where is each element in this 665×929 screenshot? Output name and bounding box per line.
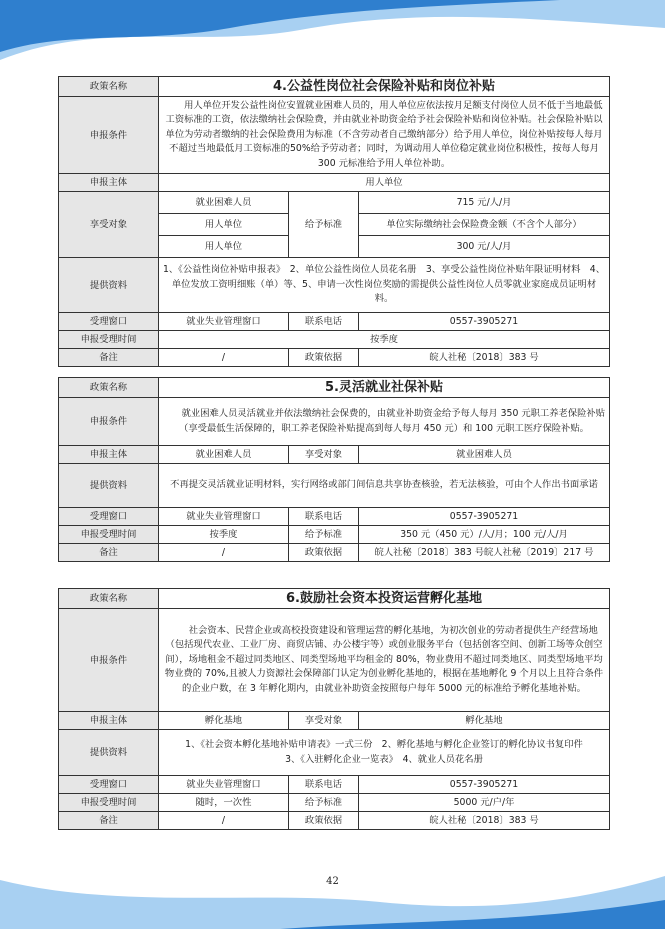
subject-label: 申报主体 — [59, 174, 159, 192]
time-label: 申报受理时间 — [59, 794, 159, 812]
conditions-text: 就业困难人员灵活就业并依法缴纳社会保费的，由就业补助资金给予每人每月 350 元职工养老保险补贴（享受最低生活保障的，职工养老保险补贴提高到每人每月 450 元）和 100 元职工医疗保险补贴。 — [159, 398, 610, 446]
policy-table-5 — [58, 377, 610, 562]
conditions-text: 社会资本、民营企业或高校投资建设和管理运营的孵化基地，为初次创业的劳动者提供生产经营场地（包括现代农业、工业厂房、商贸店铺、办公楼宇等）或创业服务平台（包括创客空间、创新工场等众创空间），场地租金不超过同类地区、同类型场地平均租金的 80%，物业费用不超过同类地区、同类型场地平均物业费的 70%,且被人力资源社会保障部门认定为创业孵化基地的，根据在基地孵化 9 个月以上且符合条件的企业户数，在 3 年孵化期内，由就业补助资金按照每户每年 5000 元的标准给予孵化基地补贴。 — [159, 609, 610, 712]
standard-value: 300 元/人/月 — [359, 236, 610, 258]
window-value: 就业失业管理窗口 — [159, 776, 289, 794]
phone-value: 0557-3905271 — [359, 776, 610, 794]
phone-value: 0557-3905271 — [359, 508, 610, 526]
target-label: 享受对象 — [59, 192, 159, 258]
phone-label: 联系电话 — [289, 776, 359, 794]
conditions-text: 用人单位开发公益性岗位安置就业困难人员的，用人单位应依法按月足额支付岗位人员不低于当地最低工资标准的工资，依法缴纳社会保险费，并由就业补助资金给予社会保险补贴和岗位补贴。社会保险补贴以单位为劳动者缴纳的社会保险费用为标准（不含劳动者自己缴纳部分）给予用人单位，岗位补贴按每人每月不超过当地最低月工资标准的50%给予劳动者；同时，为调动用人单位稳定就业岗位积极性，按每人每月 300 元标准给予用人单位补助。 — [159, 97, 610, 174]
standard-value: 715 元/人/月 — [359, 192, 610, 214]
target-value: 就业困难人员 — [359, 446, 610, 464]
standard-label: 给予标准 — [289, 526, 359, 544]
standard-value: 350 元（450 元）/人/月；100 元/人/月 — [359, 526, 610, 544]
target-value: 用人单位 — [159, 236, 289, 258]
time-value: 按季度 — [159, 526, 289, 544]
materials-label: 提供资料 — [59, 258, 159, 313]
policy-name-label: 政策名称 — [59, 589, 159, 609]
target-value: 就业困难人员 — [159, 192, 289, 214]
window-value: 就业失业管理窗口 — [159, 313, 289, 331]
basis-label: 政策依据 — [289, 544, 359, 562]
note-label: 备注 — [59, 544, 159, 562]
subject-label: 申报主体 — [59, 712, 159, 730]
conditions-label: 申报条件 — [59, 97, 159, 174]
note-value: / — [159, 544, 289, 562]
page-number: 42 — [326, 876, 339, 887]
target-label: 享受对象 — [289, 712, 359, 730]
basis-value: 皖人社秘〔2018〕383 号 — [359, 812, 610, 830]
window-label: 受理窗口 — [59, 508, 159, 526]
materials-label: 提供资料 — [59, 464, 159, 508]
time-value: 按季度 — [159, 331, 610, 349]
policy-title: 5.灵活就业社保补贴 — [159, 378, 610, 398]
note-label: 备注 — [59, 812, 159, 830]
materials-text: 不再提交灵活就业证明材料，实行网络或部门间信息共享协查核验，若无法核验，可由个人作出书面承诺 — [159, 464, 610, 508]
basis-label: 政策依据 — [289, 812, 359, 830]
materials-text: 1、《公益性岗位补贴申报表》 2、单位公益性岗位人员花名册 3、享受公益性岗位补贴年限证明材料 4、单位发放工资明细账（单）等、5、申请一次性岗位奖励的需提供公益性岗位人员零就业家庭成员证明材料。 — [159, 258, 610, 313]
policy-name-label: 政策名称 — [59, 77, 159, 97]
subject-value: 孵化基地 — [159, 712, 289, 730]
phone-label: 联系电话 — [289, 508, 359, 526]
policy-name-label: 政策名称 — [59, 378, 159, 398]
target-label: 享受对象 — [289, 446, 359, 464]
basis-value: 皖人社秘〔2018〕383 号 — [359, 349, 610, 367]
standard-label: 给予标准 — [289, 794, 359, 812]
conditions-label: 申报条件 — [59, 609, 159, 712]
policy-title: 6.鼓励社会资本投资运营孵化基地 — [159, 589, 610, 609]
time-value: 随时，一次性 — [159, 794, 289, 812]
window-value: 就业失业管理窗口 — [159, 508, 289, 526]
materials-label: 提供资料 — [59, 730, 159, 776]
policy-table-4 — [58, 76, 610, 367]
conditions-label: 申报条件 — [59, 398, 159, 446]
window-label: 受理窗口 — [59, 776, 159, 794]
phone-label: 联系电话 — [289, 313, 359, 331]
note-value: / — [159, 349, 289, 367]
phone-value: 0557-3905271 — [359, 313, 610, 331]
time-label: 申报受理时间 — [59, 526, 159, 544]
policy-title: 4.公益性岗位社会保险补贴和岗位补贴 — [159, 77, 610, 97]
target-value: 孵化基地 — [359, 712, 610, 730]
subject-label: 申报主体 — [59, 446, 159, 464]
time-label: 申报受理时间 — [59, 331, 159, 349]
subject-value: 用人单位 — [159, 174, 610, 192]
note-value: / — [159, 812, 289, 830]
subject-value: 就业困难人员 — [159, 446, 289, 464]
target-value: 用人单位 — [159, 214, 289, 236]
basis-label: 政策依据 — [289, 349, 359, 367]
materials-line: 1、《社会资本孵化基地补贴申请表》一式三份 2、孵化基地与孵化企业签订的孵化协议书复印件 — [185, 739, 583, 751]
window-label: 受理窗口 — [59, 313, 159, 331]
standard-value: 5000 元/户/年 — [359, 794, 610, 812]
standard-value: 单位实际缴纳社会保险费金额（不含个人部分） — [359, 214, 610, 236]
basis-value: 皖人社秘〔2018〕383 号皖人社秘〔2019〕217 号 — [359, 544, 610, 562]
materials-text — [159, 730, 610, 776]
materials-line: 3、《入驻孵化企业一览表》 4、就业人员花名册 — [285, 753, 483, 765]
policy-table-6 — [58, 588, 610, 830]
note-label: 备注 — [59, 349, 159, 367]
standard-label: 给予标准 — [289, 192, 359, 258]
